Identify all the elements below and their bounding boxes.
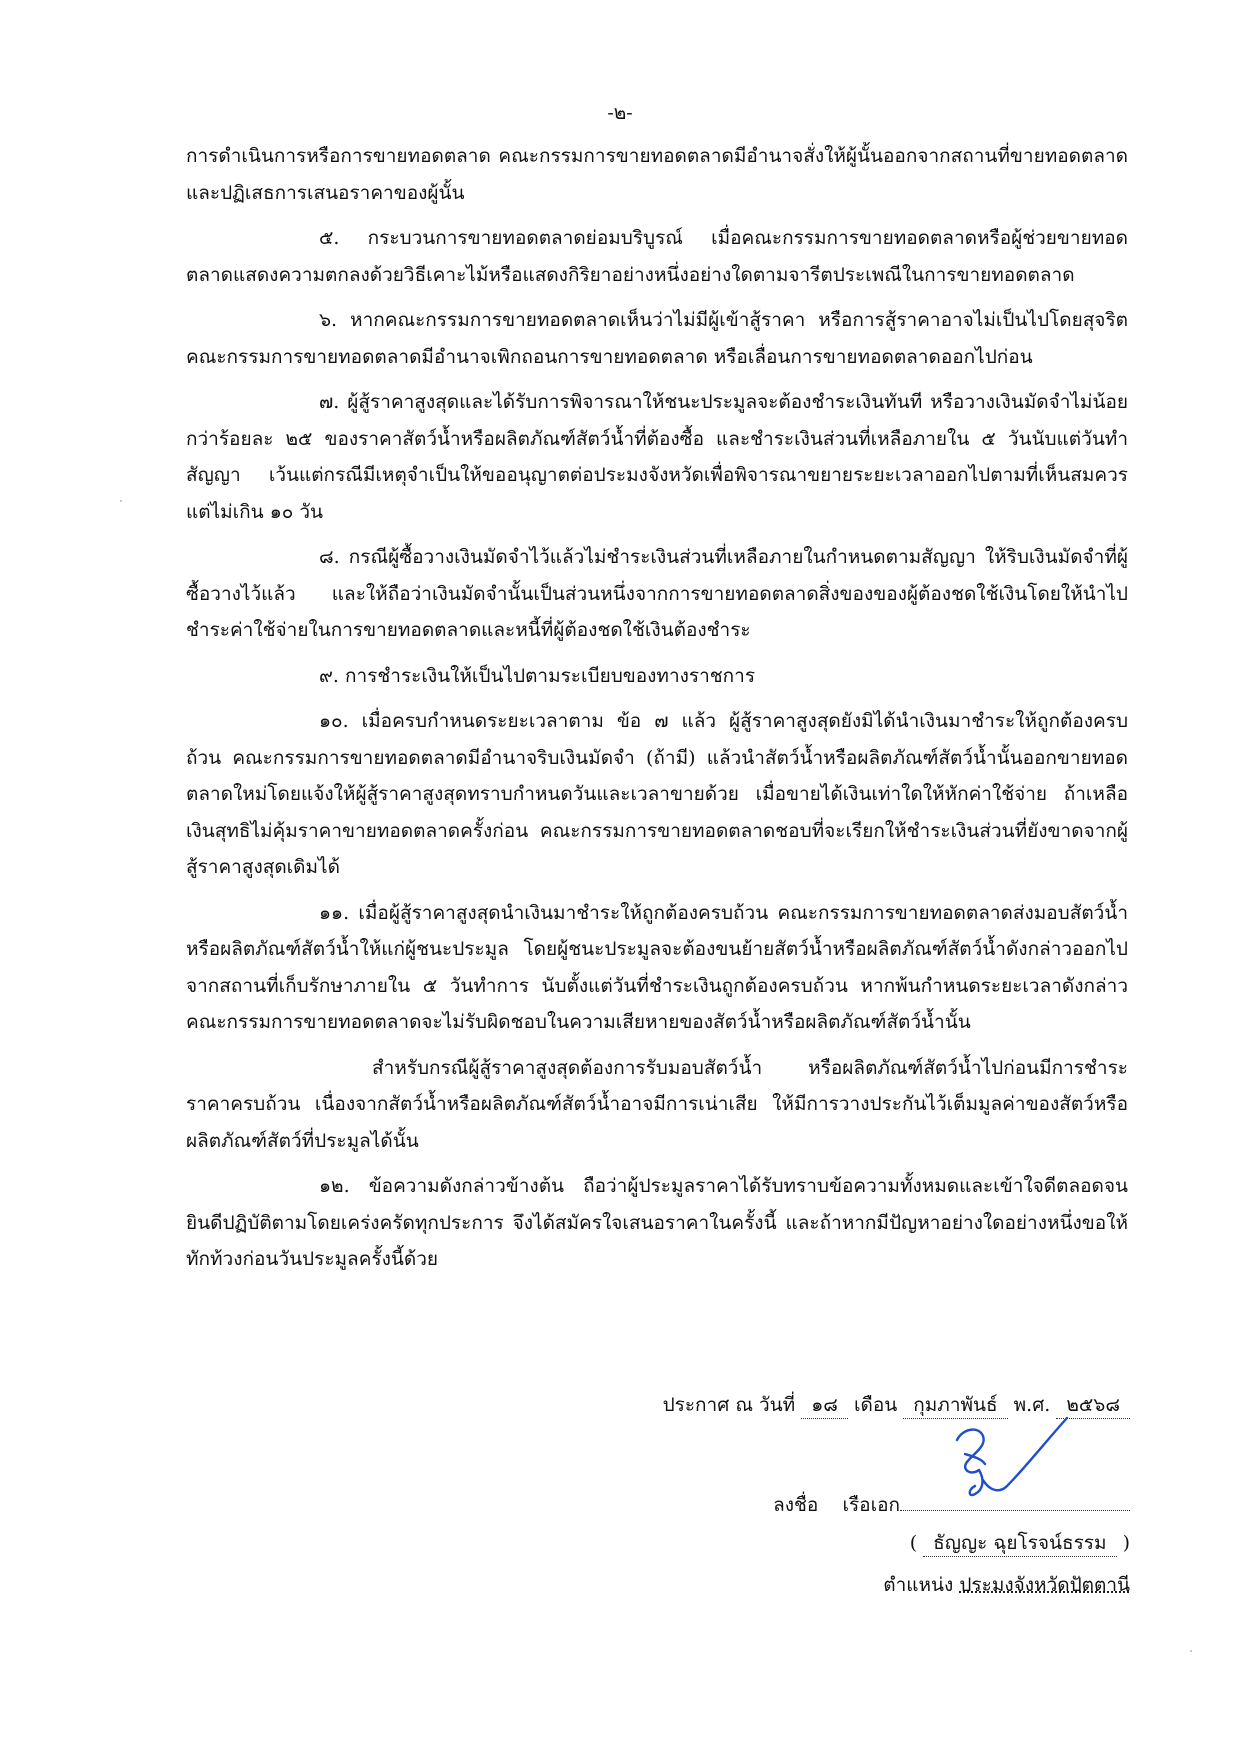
signer-position-line xyxy=(883,1570,1130,1600)
paragraph-item-10: ๑๐. เมื่อครบกำหนดระยะเวลาตาม ข้อ ๗ แล้ว ผู้สู้ราคาสูงสุดยังมิได้นำเงินมาชำระให้ถูกต้องครบถ้วน คณะกรรมการขายทอดตลาดมีอำนาจริบเงินมัดจำ (ถ้ามี) แล้วนำสัตว์น้ำหรือผลิตภัณฑ์สัตว์น้ำนั้นออกขายทอดตลาดใหม่โดยแจ้งให้ผู้สู้ราคาสูงสุดทราบกำหนดวันและเวลาขายด้วย เมื่อขายได้เงินเท่าใดให้หักค่าใช้จ่าย ถ้าเหลือเงินสุทธิไม่คุ้มราคาขายทอดตลาดครั้งก่อน คณะกรรมการขายทอดตลาดชอบที่จะเรียกให้ชำระเงินส่วนที่ยังขาดจากผู้สู้ราคาสูงสุดเดิมได้ xyxy=(186,710,1128,878)
paragraph-item-7: ๗. ผู้สู้ราคาสูงสุดและได้รับการพิจารณาให้ชนะประมูลจะต้องชำระเงินทันที หรือวางเงินมัดจำไม่น้อยกว่าร้อยละ ๒๕ ของราคาสัตว์น้ำหรือผลิตภัณฑ์สัตว์น้ำที่ต้องซื้อ และชำระเงินส่วนที่เหลือภายใน ๕ วันนับแต่วันทำสัญญา เว้นแต่กรณีมีเหตุจำเป็นให้ขออนุญาตต่อประมงจังหวัดเพื่อพิจารณาขยายระยะเวลาออกไปตามที่เห็นสมควร แต่ไม่เกิน ๑๐ วัน xyxy=(186,391,1128,523)
document-body xyxy=(186,138,1128,1287)
announcement-day: ๑๘ xyxy=(801,1392,848,1419)
paragraph-item-11: ๑๑. เมื่อผู้สู้ราคาสูงสุดนำเงินมาชำระให้ถูกต้องครบถ้วน คณะกรรมการขายทอดตลาดส่งมอบสัตว์น้ำหรือผลิตภัณฑ์สัตว์น้ำให้แก่ผู้ชนะประมูล โดยผู้ชนะประมูลจะต้องขนย้ายสัตว์น้ำหรือผลิตภัณฑ์สัตว์น้ำดังกล่าวออกไปจากสถานที่เก็บรักษาภายใน ๕ วันทำการ นับตั้งแต่วันที่ชำระเงินถูกต้องครบถ้วน หากพ้นกำหนดระยะเวลาดังกล่าว คณะกรรมการขายทอดตลาดจะไม่รับผิดชอบในความเสียหายของสัตว์น้ำหรือผลิตภัณฑ์สัตว์น้ำนั้น xyxy=(186,901,1128,1033)
page-number: -๒- xyxy=(607,102,633,124)
signer-name: ธัญญะ ฉุยโรจน์ธรรม xyxy=(923,1530,1116,1557)
paragraph-continuation: การดำเนินการหรือการขายทอดตลาด คณะกรรมการขายทอดตลาดมีอำนาจสั่งให้ผู้นั้นออกจากสถานที่ขายทอดตลาดและปฏิเสธการเสนอราคาของผู้นั้น xyxy=(186,145,1128,204)
name-open-paren: ( xyxy=(909,1532,918,1554)
announcement-year-label: พ.ศ. xyxy=(1013,1394,1051,1416)
announcement-month-label: เดือน xyxy=(853,1394,898,1416)
signer-position: ประมงจังหวัดปัตตานี xyxy=(959,1574,1130,1596)
signature-line xyxy=(773,1490,1130,1520)
paragraph-item-12: ๑๒. ข้อความดังกล่าวข้างต้น ถือว่าผู้ประมูลราคาได้รับทราบข้อความทั้งหมดและเข้าใจดีตลอดจนยินดีปฏิบัติตามโดยเคร่งครัดทุกประการ จึงได้สมัครใจเสนอราคาในครั้งนี้ และถ้าหากมีปัญหาอย่างใดอย่างหนึ่งขอให้ทักท้วงก่อนวันประมูลครั้งนี้ด้วย xyxy=(186,1175,1128,1270)
position-label: ตำแหน่ง xyxy=(883,1574,954,1596)
paragraph-item-6: ๖. หากคณะกรรมการขายทอดตลาดเห็นว่าไม่มีผู้เข้าสู้ราคา หรือการสู้ราคาอาจไม่เป็นไปโดยสุจริต คณะกรรมการขายทอดตลาดมีอำนาจเพิกถอนการขายทอดตลาด หรือเลื่อนการขายทอดตลาดออกไปก่อน xyxy=(186,309,1128,368)
signer-name-line xyxy=(910,1530,1130,1557)
name-close-paren: ) xyxy=(1122,1532,1130,1554)
scan-speck xyxy=(1190,1650,1192,1652)
paragraph-item-9: ๙. การชำระเงินให้เป็นไปตามระเบียบของทางราชการ xyxy=(319,664,756,687)
announcement-year: ๒๕๖๘ xyxy=(1056,1392,1130,1419)
scan-speck xyxy=(120,500,122,502)
signature-dotted-line xyxy=(900,1492,1130,1511)
signer-rank: เรือเอก xyxy=(842,1494,900,1516)
paragraph-item-5: ๕. กระบวนการขายทอดตลาดย่อมบริบูรณ์ เมื่อคณะกรรมการขายทอดตลาดหรือผู้ช่วยขายทอดตลาดแสดงความตกลงด้วยวิธีเคาะไม้หรือแสดงกิริยาอย่างหนึ่งอย่างใดตามจารีตประเพณีในการขายทอดตลาด xyxy=(186,227,1128,286)
announcement-month: กุมภาพันธ์ xyxy=(903,1392,1007,1419)
paragraph-item-11-addendum: สำหรับกรณีผู้สู้ราคาสูงสุดต้องการรับมอบสัตว์น้ำ หรือผลิตภัณฑ์สัตว์น้ำไปก่อนมีการชำระราคาครบถ้วน เนื่องจากสัตว์น้ำหรือผลิตภัณฑ์สัตว์น้ำอาจมีการเน่าเสีย ให้มีการวางประกันไว้เต็มมูลค่าของสัตว์หรือผลิตภัณฑ์สัตว์ที่ประมูลได้นั้น xyxy=(186,1056,1128,1152)
announcement-prefix: ประกาศ ณ วันที่ xyxy=(662,1394,796,1416)
sign-label: ลงชื่อ xyxy=(773,1494,819,1516)
paragraph-item-8: ๘. กรณีผู้ซื้อวางเงินมัดจำไว้แล้วไม่ชำระเงินส่วนที่เหลือภายในกำหนดตามสัญญา ให้ริบเงินมัดจำที่ผู้ซื้อวางไว้แล้ว และให้ถือว่าเงินมัดจำนั้นเป็นส่วนหนึ่งจากการขายทอดตลาดสิ่งของของผู้ต้องชดใช้เงินโดยให้นำไปชำระค่าใช้จ่ายในการขายทอดตลาดและหนี้ที่ผู้ต้องชดใช้เงินต้องชำระ xyxy=(186,546,1128,641)
